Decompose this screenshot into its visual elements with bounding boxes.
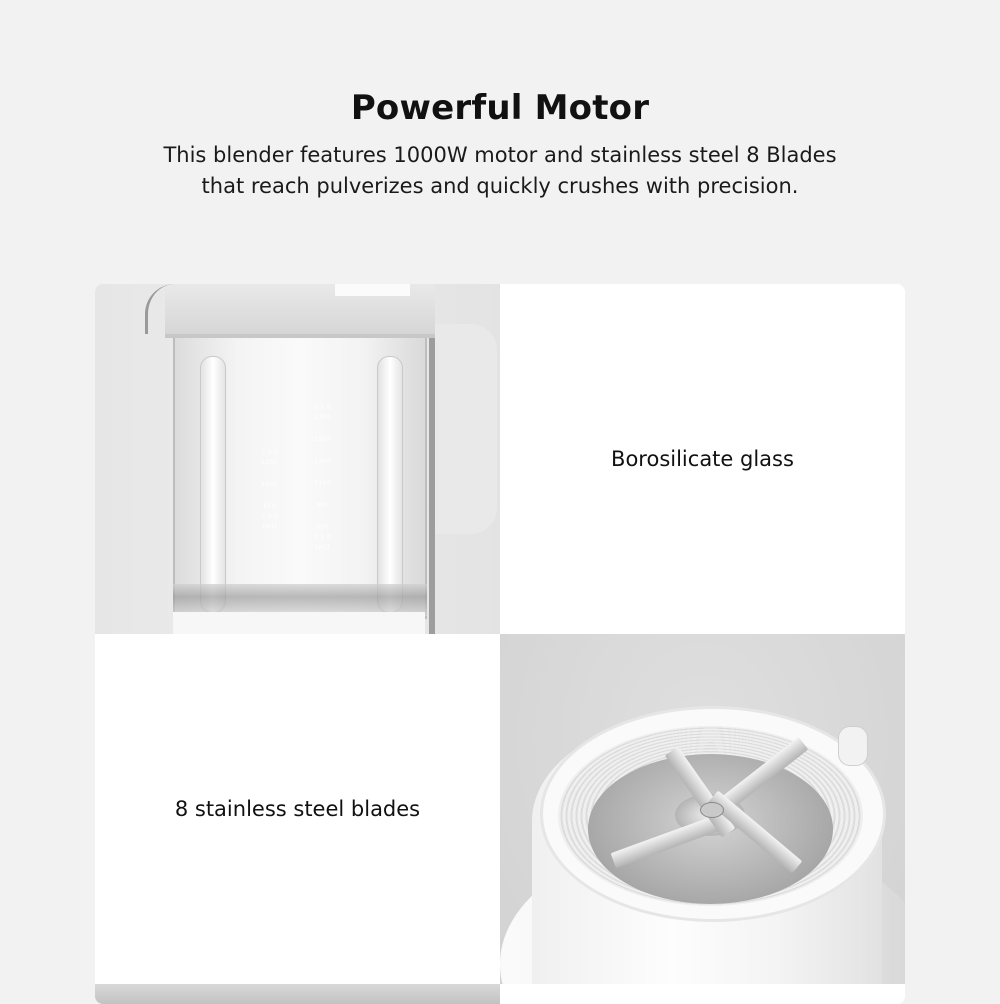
cup-latch: [838, 726, 868, 766]
page-title: Powerful Motor: [350, 88, 650, 128]
feature-grid: [95, 284, 905, 1004]
pitcher-lid-tab: [335, 284, 410, 296]
blade-assembly-image: [500, 634, 905, 984]
pitcher-lid: [165, 284, 435, 338]
pitcher-rib-right: [377, 356, 403, 613]
pitcher-rib-left: [200, 356, 226, 613]
blade-nut: [700, 802, 724, 818]
page-subtitle: [0, 140, 1000, 202]
next-row-card-partial: [500, 984, 905, 1004]
subtitle-line-1: This blender features 1000W motor and stainless steel 8 Blades: [163, 143, 837, 167]
feature-label: Borosilicate glass: [611, 447, 794, 471]
pitcher-scale-left: 上水位 1200 1000 800 下水位 (ml): [260, 449, 280, 530]
pitcher-handle: [435, 324, 497, 534]
pitcher-spout: [145, 284, 188, 334]
feature-label: 8 stainless steel blades: [174, 797, 421, 821]
pitcher-scale-right: 上水位 1700 1500 1300 1100 900 700 下水位 (ml): [313, 404, 333, 551]
next-row-image-partial: [95, 984, 500, 1004]
pitcher-base: [173, 612, 425, 634]
glass-pitcher-image: [95, 284, 500, 634]
feature-card-stainless-blades: [95, 634, 500, 984]
subtitle-line-2: that reach pulverizes and quickly crushes with precision.: [201, 174, 799, 198]
feature-card-borosilicate-glass: [500, 284, 905, 634]
